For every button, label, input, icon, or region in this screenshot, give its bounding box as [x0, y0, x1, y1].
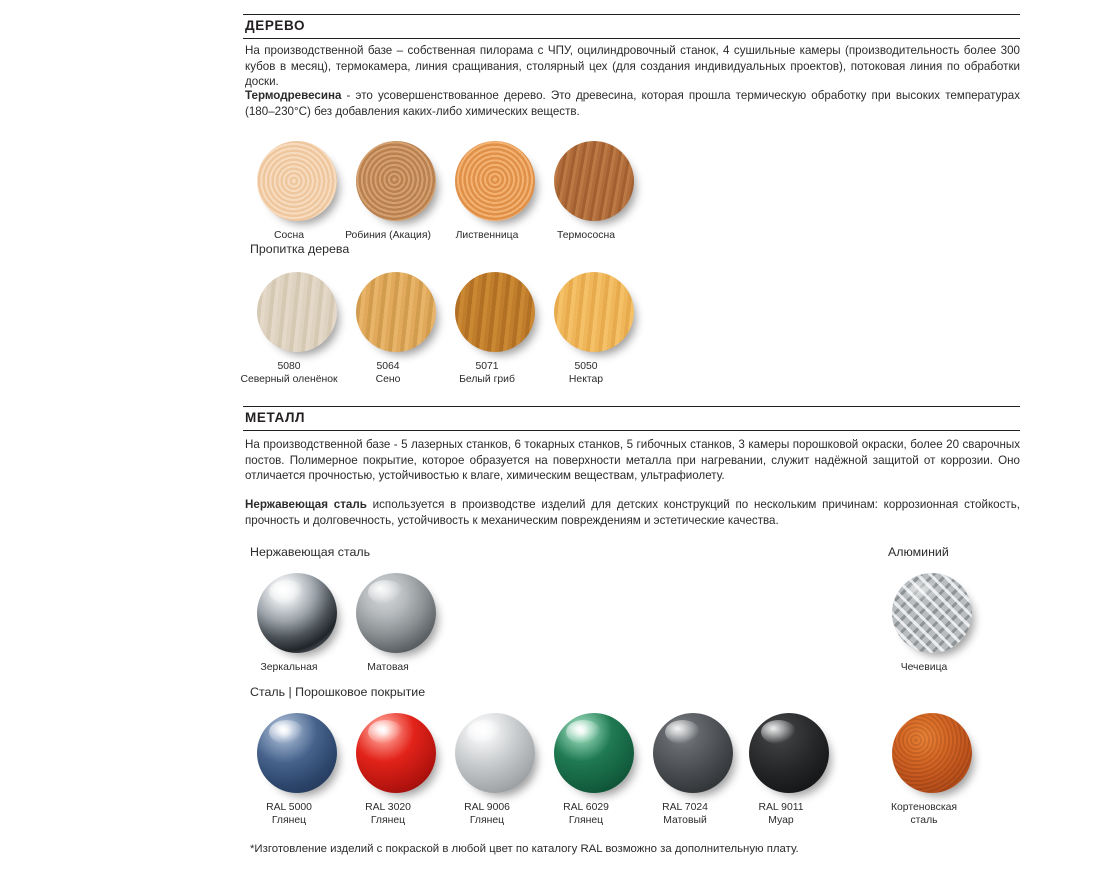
- subheading-aluminium: Алюминий: [888, 545, 949, 559]
- swatch-impregnation-5050[interactable]: [546, 272, 641, 386]
- metal-paragraph-1: На производственной базе - 5 лазерных станков, 6 токарных станков, 5 гибочных станков, 3 камеры порошковой окраски, более 20 сварочных постов. Полимерное покрытие, которое образуется на поверхности металла при нагревании, служит надёжной защитой от коррозии. Оно отличается прочностью, устойчивостью к влаге, химическим веществам, ультрафиолету.: [245, 438, 1020, 483]
- swatch-powder-ral3020[interactable]: [348, 713, 443, 827]
- swatch-finish-ral5000: Глянец: [271, 814, 307, 826]
- wood-paragraph-2: [245, 88, 1020, 119]
- swatch-code-corten: Кортеновская: [890, 802, 958, 813]
- swatch-disc-ral9006: [455, 713, 535, 793]
- swatch-disc-lentil: [892, 573, 972, 653]
- section-header-wood: [245, 18, 1020, 37]
- section-header-metal: [245, 410, 1020, 429]
- swatch-wood-pine[interactable]: [249, 141, 344, 243]
- swatch-disc-ral5000: [257, 713, 337, 793]
- swatch-disc-larch: [455, 141, 535, 221]
- swatch-label-mirror: Зеркальная: [260, 662, 318, 673]
- swatch-label-lentil: Чечевица: [900, 662, 948, 673]
- swatch-finish-ral3020: Глянец: [370, 814, 406, 826]
- metal-paragraph-2: [245, 497, 1020, 528]
- swatch-label-thermopine: Термососна: [556, 230, 616, 241]
- swatch-label-matte: Матовая: [367, 662, 409, 673]
- swatch-disc-thermopine: [554, 141, 634, 221]
- swatch-disc-pine: [257, 141, 337, 221]
- swatch-finish-corten: сталь: [910, 814, 938, 826]
- swatch-stainless-mirror[interactable]: [249, 573, 344, 675]
- subheading-impregnation: Пропитка дерева: [250, 242, 350, 256]
- swatch-label-robinia: Робиния (Акация): [345, 230, 431, 241]
- swatch-disc-corten: [892, 713, 972, 793]
- swatch-finish-ral9011: Муар: [768, 814, 794, 826]
- swatch-code-ral6029: RAL 6029: [563, 802, 609, 813]
- swatch-disc-ral3020: [356, 713, 436, 793]
- swatch-code-ral9006: RAL 9006: [464, 802, 510, 813]
- swatch-label-larch: Лиственница: [455, 230, 519, 241]
- swatch-code-ral5000: RAL 5000: [266, 802, 312, 813]
- divider-bottom-wood: [243, 38, 1020, 39]
- wood-paragraph-1: На производственной базе – собственная пилорама с ЧПУ, оцилиндровочный станок, 4 сушильные камеры (производительность более 300 кубов в месяц), термокамера, линия сращивания, столярный цех (для создания индивидуальных проектов), потоковая линия по обработки доски.: [245, 44, 1020, 89]
- swatch-disc-matte: [356, 573, 436, 653]
- swatch-code-5050: 5050: [574, 361, 598, 372]
- swatch-disc-5071: [455, 272, 535, 352]
- wood-paragraph-2-bold: Термодревесина: [245, 89, 342, 102]
- swatch-powder-ral5000[interactable]: [249, 713, 344, 827]
- swatch-aluminium-lentil[interactable]: [884, 573, 979, 675]
- swatch-code-5071: 5071: [475, 361, 499, 372]
- swatch-disc-5064: [356, 272, 436, 352]
- swatch-code-ral7024: RAL 7024: [662, 802, 708, 813]
- swatch-wood-larch[interactable]: [447, 141, 542, 243]
- swatch-code-ral9011: RAL 9011: [758, 802, 804, 813]
- swatch-code-5064: 5064: [376, 361, 400, 372]
- swatch-stainless-matte[interactable]: [348, 573, 443, 675]
- divider-bottom-metal: [243, 430, 1020, 431]
- footnote-ral: *Изготовление изделий с покраской в любой цвет по каталогу RAL возможно за дополнительную плату.: [250, 843, 799, 855]
- subheading-powder-coating: Сталь | Порошковое покрытие: [250, 685, 426, 699]
- metal-paragraph-2-rest: используется в производстве изделий для детских конструкций по нескольким причинам: коррозионная стойкость, прочность и долговечность, устойчивость к механическим повреждениям и эстетические качества.: [245, 498, 1020, 527]
- swatch-label-5071: Белый гриб: [459, 373, 515, 385]
- divider-top-metal: [243, 406, 1020, 407]
- swatch-disc-ral6029: [554, 713, 634, 793]
- swatch-powder-ral6029[interactable]: [546, 713, 641, 827]
- swatch-powder-ral9011[interactable]: [741, 713, 836, 827]
- swatch-finish-ral7024: Матовый: [663, 814, 707, 826]
- swatch-disc-5050: [554, 272, 634, 352]
- swatch-label-5050: Нектар: [568, 373, 604, 385]
- swatch-disc-ral7024: [653, 713, 733, 793]
- swatch-disc-robinia: [356, 141, 436, 221]
- swatch-impregnation-5064[interactable]: [348, 272, 443, 386]
- wood-paragraph-2-rest: - это усовершенствованное дерево. Это древесина, которая прошла термическую обработку при высоких температурах (180–230°C) без добавления каких-либо химических веществ.: [245, 89, 1020, 118]
- swatch-disc-ral9011: [749, 713, 829, 793]
- swatch-wood-robinia[interactable]: [345, 141, 443, 243]
- swatch-label-5080: Северный оленёнок: [240, 373, 338, 385]
- swatch-corten-steel[interactable]: [884, 713, 979, 827]
- swatch-disc-5080: [257, 272, 337, 352]
- swatch-finish-ral9006: Глянец: [469, 814, 505, 826]
- section-title-metal: МЕТАЛЛ: [245, 410, 306, 425]
- subheading-stainless: Нержавеющая сталь: [250, 545, 371, 559]
- swatch-code-ral3020: RAL 3020: [365, 802, 411, 813]
- divider-top-wood: [243, 14, 1020, 15]
- swatch-powder-ral9006[interactable]: [447, 713, 542, 827]
- swatch-label-5064: Сено: [375, 373, 401, 385]
- metal-paragraph-2-bold: Нержавеющая сталь: [245, 498, 367, 511]
- swatch-wood-thermopine[interactable]: [546, 141, 641, 243]
- swatch-label-pine: Сосна: [274, 230, 304, 241]
- swatch-impregnation-5080[interactable]: [240, 272, 344, 386]
- section-title-wood: ДЕРЕВО: [245, 18, 306, 33]
- swatch-finish-ral6029: Глянец: [568, 814, 604, 826]
- swatch-impregnation-5071[interactable]: [447, 272, 542, 386]
- swatch-disc-mirror: [257, 573, 337, 653]
- swatch-code-5080: 5080: [277, 361, 301, 372]
